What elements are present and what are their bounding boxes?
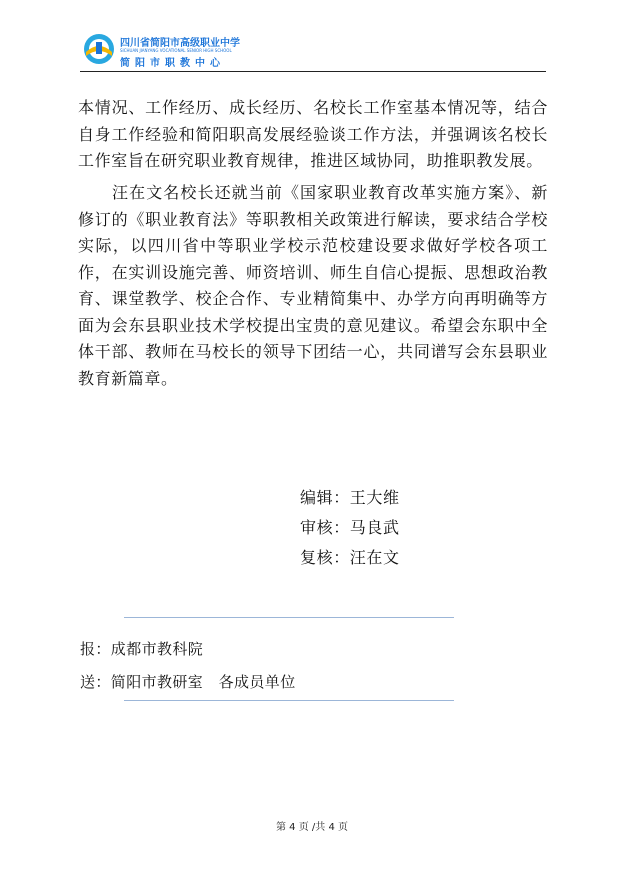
school-subtitle: 简阳市职教中心	[120, 58, 225, 69]
header-divider	[80, 71, 546, 72]
school-logo-icon	[82, 32, 116, 66]
page-number: 第 4 页 /共 4 页	[276, 822, 348, 833]
paragraph-2: 汪在文名校长还就当前《国家职业教育改革实施方案》、新修订的《职业教育法》等职教相关政策进行解读，要求结合学校实际，以四川省中等职业学校示范校建设要求做好学校各项工作，在实训设施完善、师资培训、师生自信心提振、思想政治教育、课堂教学、校企合作、专业精简集中、办学方向再明确等方面为会东县职业技术学校提出宝贵的意见建议。希望会东职中全体干部、教师在马校长的领导下团结一心，共同谱写会东县职业教育新篇章。	[78, 183, 548, 388]
distribution-top-rule	[124, 617, 454, 618]
reviewer-line: 审核：马良武	[300, 518, 400, 537]
rechecker-line: 复核：汪在文	[300, 548, 400, 567]
send-to-line: 送：简阳市教研室 各成员单位	[80, 673, 296, 691]
letterhead	[80, 30, 546, 72]
paragraph-1: 本情况、工作经历、成长经历、名校长工作室基本情况等，结合自身工作经验和简阳职高发展经验谈工作方法，并强调该名校长工作室旨在研究职业教育规律，推进区域协同，助推职教发展。	[78, 98, 548, 170]
distribution-bottom-rule	[124, 700, 454, 701]
school-name-en: SICHUAN JIANYANG VOCATIONAL SENIOR HIGH SCHOOL	[120, 48, 232, 53]
editor-line: 编辑：王大维	[300, 488, 400, 507]
school-name: 四川省简阳市高级职业中学	[120, 38, 240, 49]
report-to-line: 报：成都市教科院	[80, 640, 204, 658]
